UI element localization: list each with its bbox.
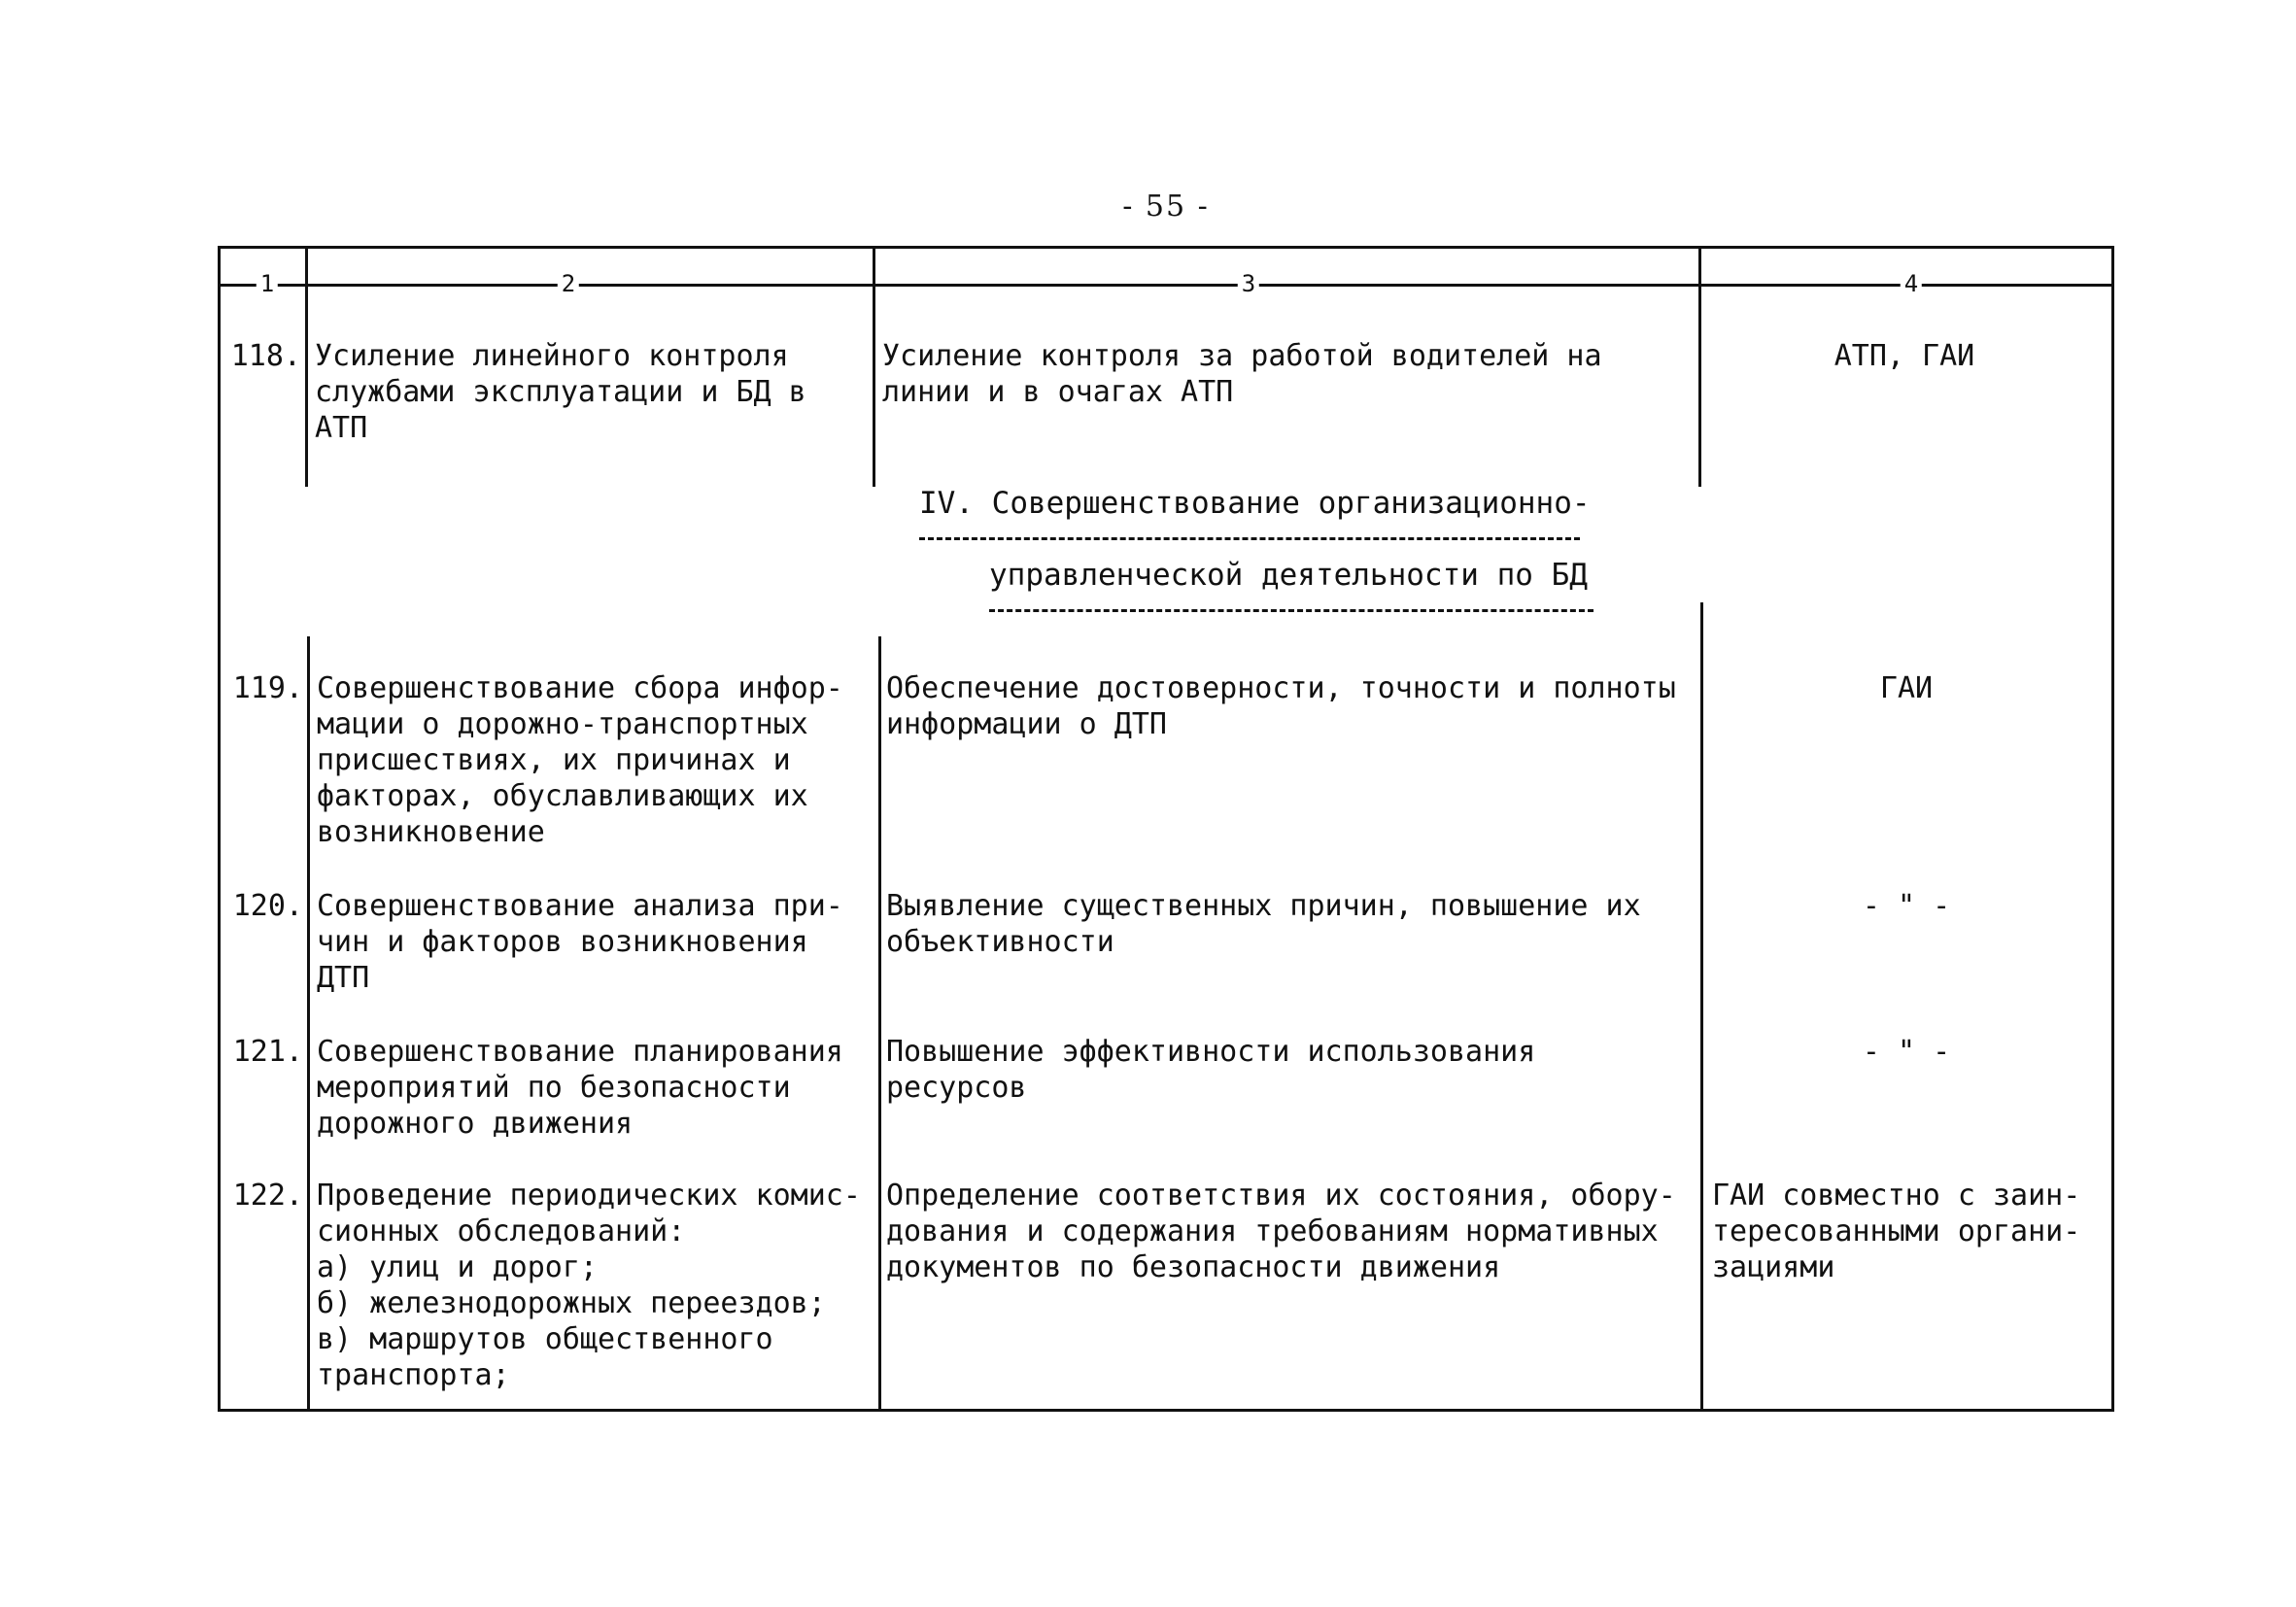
- row-number: 120.: [232, 889, 303, 923]
- header-rule: [218, 284, 2114, 287]
- responsible-cell: - " -: [1862, 1035, 1951, 1069]
- column-divider: [1700, 602, 1703, 1412]
- column-number-1: 1: [257, 270, 278, 297]
- column-number-3: 3: [1238, 270, 1259, 297]
- row-number: 121.: [232, 1035, 303, 1069]
- purpose-cell: Определение соответствия их состояния, обору- дования и содержания требованиям нормативных документов по безопасности движения: [886, 1179, 1676, 1284]
- row-number: 118.: [230, 339, 301, 373]
- column-divider: [873, 246, 875, 487]
- measure-cell: Совершенствование планирования мероприятий по безопасности дорожного движения: [317, 1035, 843, 1141]
- column-number-4: 4: [1901, 270, 1922, 297]
- column-divider: [305, 246, 308, 487]
- measure-cell: Совершенствование сбора инфор- мации о дорожно-транспортных присшествиях, их причинах и факторах, обуславливающих их возникновение: [317, 671, 843, 849]
- section-underline-1: [919, 537, 1580, 540]
- row-number: 122.: [232, 1179, 303, 1213]
- column-divider: [1698, 246, 1701, 487]
- section-underline-2: [989, 609, 1593, 612]
- purpose-cell: Усиление контроля за работой водителей на линии и в очагах АТП: [882, 339, 1602, 409]
- page-number: - 55 -: [1122, 189, 1210, 223]
- responsible-cell: ГАИ: [1879, 671, 1934, 705]
- purpose-cell: Повышение эффективности использования ресурсов: [886, 1035, 1536, 1105]
- responsible-cell: АТП, ГАИ: [1833, 339, 1975, 373]
- section-heading-line-1: IV. Совершенствование организационно-: [919, 486, 1591, 521]
- responsible-cell: - " -: [1862, 889, 1951, 923]
- responsible-cell: ГАИ совместно с заин- тересованными органи- зациями: [1712, 1179, 2081, 1284]
- section-heading-line-2: управленческой деятельности по БД: [989, 558, 1588, 593]
- column-divider: [878, 636, 881, 1412]
- measure-cell: Проведение периодических комис- сионных обследований: а) улиц и дорог; б) железнодорожных переездов; в) маршрутов общественного транспорта;: [317, 1179, 861, 1392]
- measure-cell: Совершенствование анализа при- чин и факторов возникновения ДТП: [317, 889, 843, 995]
- measure-cell: Усиление линейного контроля службами эксплуатации и БД в АТП: [315, 339, 806, 445]
- column-divider: [307, 636, 310, 1412]
- row-number: 119.: [232, 671, 303, 705]
- column-number-2: 2: [558, 270, 579, 297]
- purpose-cell: Обеспечение достоверности, точности и полноты информации о ДТП: [886, 671, 1676, 741]
- purpose-cell: Выявление существенных причин, повышение их объективности: [886, 889, 1641, 959]
